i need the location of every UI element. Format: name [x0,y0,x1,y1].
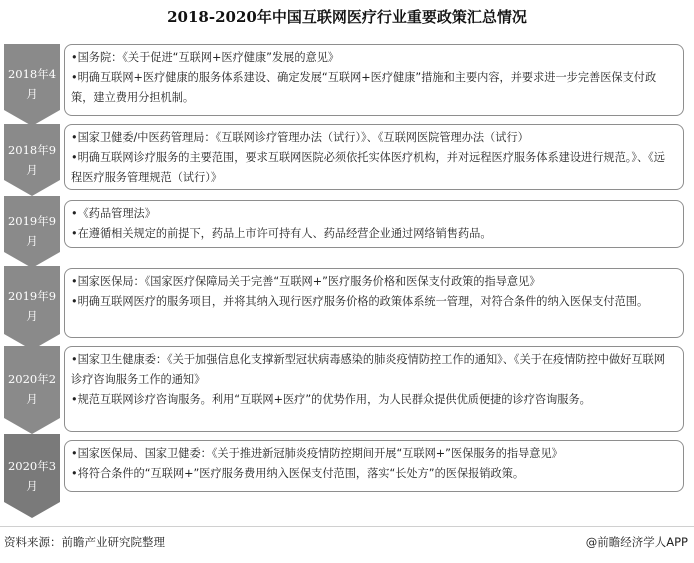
policy-box [64,44,684,116]
policy-box [64,268,684,338]
policy-source: •国家医保局、国家卫健委：《关于推进新冠肺炎疫情防控期间开展“互联网+”医保服务的指导意见》 [71,447,563,460]
date-label: 2018年4 月 [7,67,57,101]
policy-summary: •将符合条件的“互联网+”医疗服务费用纳入医保支付范围，落实“长处方”的医保报销政策。 [71,467,525,480]
policy-box [64,440,684,492]
policy-summary: •明确互联网+医疗健康的服务体系建设、确定发展“互联网+医疗健康”措施和主要内容，并要求进一步完善医保支付政策，建立费用分担机制。 [71,71,657,104]
policy-source: •国家医保局：《国家医疗保障局关于完善“互联网+”医疗服务价格和医保支付政策的指导意见》 [71,275,541,288]
policy-summary: •规范互联网诊疗咨询服务。利用“互联网+医疗”的优势作用，为人民群众提供优质便捷的诊疗咨询服务。 [71,393,591,406]
policy-source: •《药品管理法》 [71,207,156,220]
date-label: 2018年9 月 [7,143,57,177]
source-note: 资料来源：前瞻产业研究院整理 [4,535,165,549]
date-label: 2019年9 月 [7,214,57,248]
brand-credit: @前瞻经济学人APP [585,535,688,549]
policy-box [64,124,684,190]
policy-source: •国家卫健委/中医药管理局：《互联网诊疗管理办法（试行）》、《互联网医院管理办法（试行） [71,131,529,144]
date-label: 2019年9 月 [7,289,57,323]
footer-divider [0,526,694,527]
policy-box [64,200,684,248]
page-title: 2018-2020年中国互联网医疗行业重要政策汇总情况 [167,8,527,26]
date-label: 2020年2 月 [7,372,57,406]
policy-summary: •明确互联网医疗的服务项目，并将其纳入现行医疗服务价格的政策体系统一管理，对符合条件的纳入医保支付范围。 [71,295,649,308]
policy-source: •国务院：《关于促进“互联网+医疗健康”发展的意见》 [71,51,340,64]
policy-box [64,346,684,432]
policy-summary: •在遵循相关规定的前提下，药品上市许可持有人、药品经营企业通过网络销售药品。 [71,227,492,240]
policy-source: •国家卫生健康委：《关于加强信息化支撑新型冠状病毒感染的肺炎疫情防控工作的通知》、《关于在疫情防控中做好互联网诊疗咨询服务工作的通知》 [71,353,665,386]
date-label: 2020年3 月 [7,459,57,493]
policy-summary: •明确互联网诊疗服务的主要范围，要求互联网医院必须依托实体医疗机构，并对远程医疗服务体系建设进行规范。》、《远程医疗服务管理规范（试行）》 [71,151,665,184]
